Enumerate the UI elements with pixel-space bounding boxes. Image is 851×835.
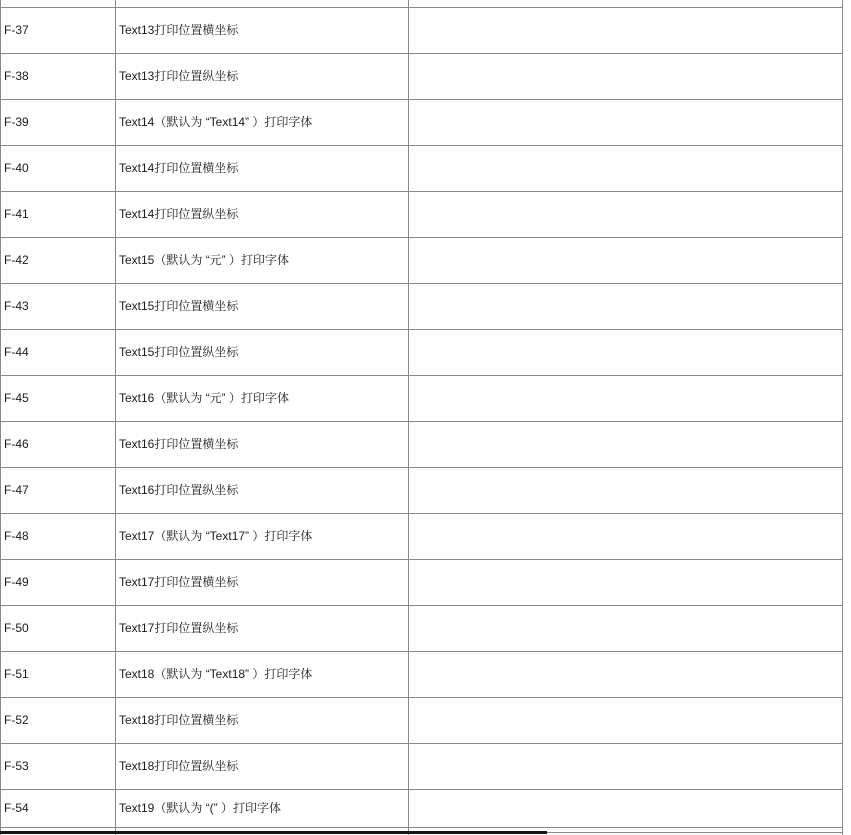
table-row (1, 192, 843, 238)
cell-code (1, 376, 116, 421)
code-text: F-39 (4, 114, 29, 129)
table-row (1, 698, 843, 744)
table-row (1, 376, 843, 422)
cell-description (116, 192, 409, 237)
cell-code (1, 8, 116, 53)
code-text: F-37 (4, 22, 29, 37)
cell-description (116, 284, 409, 329)
cell-description (116, 514, 409, 559)
cell-value (409, 606, 843, 651)
cell-value (409, 0, 843, 7)
code-text: F-51 (4, 666, 29, 681)
table-row (1, 284, 843, 330)
table-row (1, 514, 843, 560)
cell-description (116, 100, 409, 145)
code-text: F-40 (4, 160, 29, 175)
cell-code (1, 146, 116, 191)
cell-code (1, 54, 116, 99)
cell-value (409, 146, 843, 191)
table-body (1, 8, 843, 828)
cell-code (1, 514, 116, 559)
cell-code (1, 330, 116, 375)
table-row (1, 238, 843, 284)
description-text: Text15打印位置纵坐标 (119, 344, 239, 359)
description-text: Text18打印位置纵坐标 (119, 758, 239, 773)
cell-value (409, 422, 843, 467)
cell-value (409, 790, 843, 827)
cell-description (116, 0, 409, 7)
code-text: F-50 (4, 620, 29, 635)
code-text: F-44 (4, 344, 29, 359)
code-text: F-43 (4, 298, 29, 313)
table-row (1, 8, 843, 54)
cell-value (409, 192, 843, 237)
code-text: F-47 (4, 482, 29, 497)
viewport-bottom-edge-black (0, 831, 547, 834)
table-row (1, 652, 843, 698)
description-text: Text17打印位置横坐标 (119, 574, 239, 589)
description-text: Text19（默认为 “(” ）打印字体 (119, 800, 282, 815)
cell-description (116, 468, 409, 513)
code-text: F-48 (4, 528, 29, 543)
table-row (1, 100, 843, 146)
code-text: F-41 (4, 206, 29, 221)
cell-description (116, 422, 409, 467)
description-text: Text14（默认为 “Text14” ）打印字体 (119, 114, 313, 129)
cell-description (116, 652, 409, 697)
cell-code (1, 606, 116, 651)
code-text: F-53 (4, 758, 29, 773)
description-text: Text17打印位置纵坐标 (119, 620, 239, 635)
description-text: Text14打印位置横坐标 (119, 160, 239, 175)
cell-code (1, 192, 116, 237)
cell-value (409, 514, 843, 559)
code-text: F-52 (4, 712, 29, 727)
description-text: Text16打印位置纵坐标 (119, 482, 239, 497)
table-row (1, 54, 843, 100)
cell-value (409, 8, 843, 53)
cell-description (116, 744, 409, 789)
cell-code (1, 468, 116, 513)
cell-value (409, 284, 843, 329)
cell-description (116, 376, 409, 421)
cell-value (409, 652, 843, 697)
table-row (1, 560, 843, 606)
table-row (1, 422, 843, 468)
table-row (1, 790, 843, 828)
description-text: Text16打印位置横坐标 (119, 436, 239, 451)
cell-code (1, 790, 116, 827)
cell-description (116, 330, 409, 375)
code-text: F-49 (4, 574, 29, 589)
code-text: F-46 (4, 436, 29, 451)
table-row (1, 330, 843, 376)
cell-code (1, 422, 116, 467)
cell-code (1, 100, 116, 145)
description-text: Text13打印位置纵坐标 (119, 68, 239, 83)
code-text: F-38 (4, 68, 29, 83)
cutoff-row-top (1, 0, 843, 8)
cell-description (116, 54, 409, 99)
code-text: F-45 (4, 390, 29, 405)
description-text: Text17（默认为 “Text17” ）打印字体 (119, 528, 313, 543)
cell-description (116, 146, 409, 191)
cell-value (409, 698, 843, 743)
cell-description (116, 8, 409, 53)
cell-description (116, 606, 409, 651)
description-text: Text16（默认为 “元” ）打印字体 (119, 390, 290, 405)
cell-description (116, 560, 409, 605)
cell-code (1, 238, 116, 283)
cell-description (116, 698, 409, 743)
description-text: Text13打印位置横坐标 (119, 22, 239, 37)
cell-code (1, 652, 116, 697)
description-text: Text15（默认为 “元” ）打印字体 (119, 252, 290, 267)
table-row (1, 744, 843, 790)
cell-code (1, 284, 116, 329)
cell-value (409, 100, 843, 145)
table-row (1, 468, 843, 514)
cell-code (1, 698, 116, 743)
description-text: Text18（默认为 “Text18” ）打印字体 (119, 666, 313, 681)
cell-value (409, 54, 843, 99)
cell-description (116, 238, 409, 283)
cell-value (409, 238, 843, 283)
cell-value (409, 376, 843, 421)
cell-value (409, 468, 843, 513)
table-row (1, 146, 843, 192)
cell-code (1, 560, 116, 605)
description-text: Text18打印位置横坐标 (119, 712, 239, 727)
cell-description (116, 790, 409, 827)
cell-value (409, 744, 843, 789)
cell-code (1, 0, 116, 7)
cell-value (409, 560, 843, 605)
cell-code (1, 744, 116, 789)
description-text: Text15打印位置横坐标 (119, 298, 239, 313)
description-text: Text14打印位置纵坐标 (119, 206, 239, 221)
code-text: F-54 (4, 800, 29, 815)
cell-value (409, 330, 843, 375)
code-text: F-42 (4, 252, 29, 267)
table-row (1, 606, 843, 652)
